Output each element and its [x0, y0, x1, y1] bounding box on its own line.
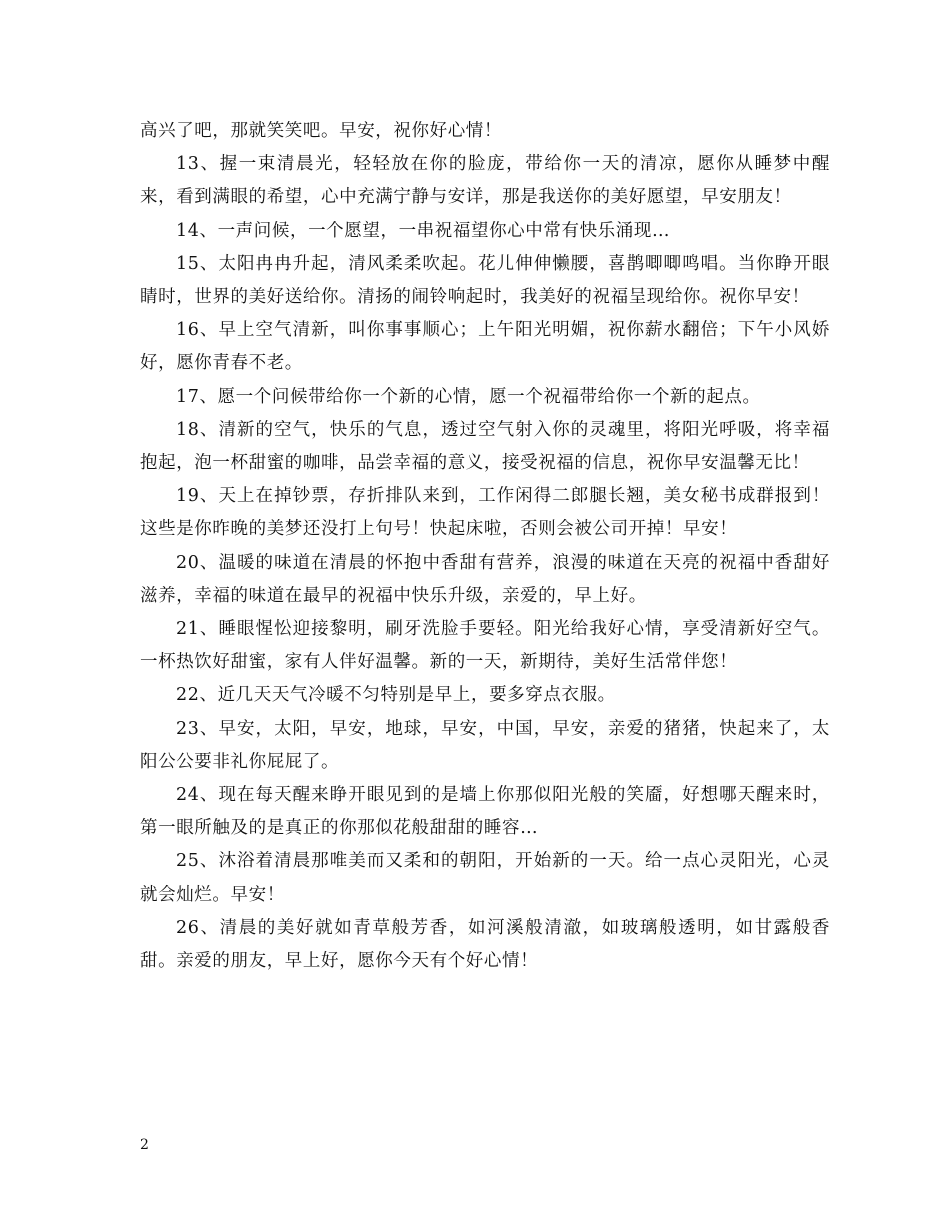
paragraph-25: 25、沐浴着清晨那唯美而又柔和的朝阳，开始新的一天。给一点心灵阳光，心灵就会灿烂。早安！	[140, 851, 830, 905]
paragraph-18: 18、清新的空气，快乐的气息，透过空气射入你的灵魂里，将阳光呼吸，将幸福抱起，泡一杯甜蜜的咖啡，品尝幸福的意义，接受祝福的信息，祝你早安温馨无比！	[140, 419, 830, 474]
paragraph-23: 23、早安，太阳，早安，地球，早安，中国，早安，亲爱的猪猪，快起来了，太阳公公要非礼你屁屁了。	[140, 718, 830, 772]
paragraph-22: 22、近几天天气冷暖不匀特别是早上，要多穿点衣服。	[176, 685, 616, 706]
continuation-paragraph: 高兴了吧，那就笑笑吧。早安，祝你好心情！	[140, 121, 502, 141]
paragraph-21: 21、睡眼惺忪迎接黎明，刷牙洗脸手要轻。阳光给我好心情，享受清新好空气。一杯热饮好甜蜜，家有人伴好温馨。新的一天，新期待，美好生活常伴您！	[140, 619, 830, 673]
paragraph-14: 14、一声问候，一个愿望，一串祝福望你心中常有快乐涌现…	[176, 220, 671, 241]
paragraph-13: 13、握一束清晨光，轻轻放在你的脸庞，带给你一天的清凉，愿你从睡梦中醒来，看到满眼的希望，心中充满宁静与安详，那是我送你的美好愿望，早安朋友！	[140, 154, 830, 208]
document-body	[140, 115, 830, 978]
paragraph-26: 26、清晨的美好就如青草般芳香，如河溪般清澈，如玻璃般透明，如甘露般香甜。亲爱的朋友，早上好，愿你今天有个好心情！	[140, 917, 830, 972]
paragraph-17: 17、愿一个问候带给你一个新的心情，愿一个祝福带给你一个新的起点。	[176, 386, 761, 407]
paragraph-16: 16、早上空气清新，叫你事事顺心；上午阳光明媚，祝你薪水翻倍；下午小风娇好，愿你青春不老。	[140, 320, 830, 374]
paragraph-24: 24、现在每天醒来睁开眼见到的是墙上你那似阳光般的笑靥，好想哪天醒来时，第一眼所触及的是真正的你那似花般甜甜的睡容…	[140, 785, 830, 839]
page-number: 2	[140, 1137, 149, 1153]
paragraph-19: 19、天上在掉钞票，存折排队来到，工作闲得二郎腿长翘，美女秘书成群报到！这些是你昨晚的美梦还没打上句号！快起床啦，否则会被公司开掉！早安！	[140, 486, 830, 540]
paragraph-15: 15、太阳冉冉升起，清风柔柔吹起。花儿伸伸懒腰，喜鹊唧唧鸣唱。当你睁开眼睛时，世界的美好送给你。清扬的闹铃响起时，我美好的祝福呈现给你。祝你早安！	[140, 253, 830, 308]
paragraph-20: 20、温暖的味道在清晨的怀抱中香甜有营养，浪漫的味道在天亮的祝福中香甜好滋养，幸福的味道在最早的祝福中快乐升级，亲爱的，早上好。	[140, 552, 830, 606]
